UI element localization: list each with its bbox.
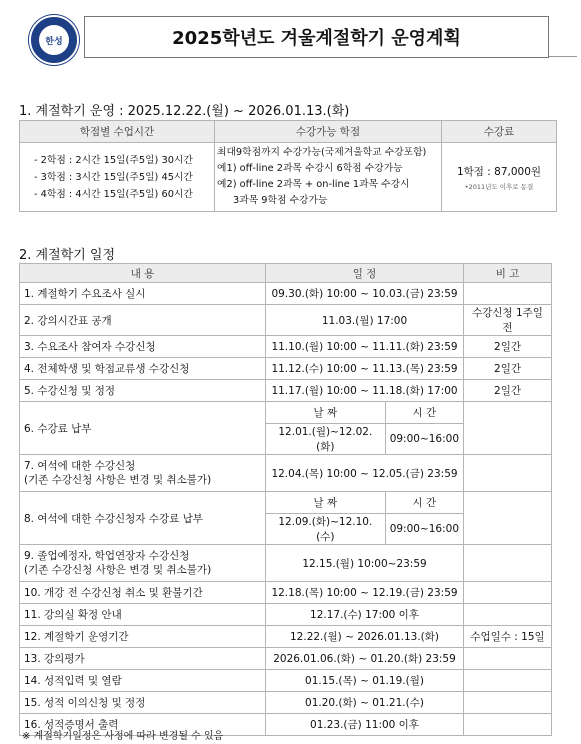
- row-date: 2026.01.06.(화) ~ 01.20.(화) 23:59: [266, 648, 464, 670]
- row-time: 09:00~16:00: [385, 424, 463, 455]
- row-note: [464, 283, 552, 305]
- sub-date-header: 날 짜: [266, 402, 386, 424]
- hours-item: - 2학점 : 2시간 15일(주5일) 30시간: [34, 154, 193, 166]
- row-content: [20, 455, 266, 492]
- row-date: 12.09.(화)~12.10.(수): [266, 514, 386, 545]
- schedule-table: [19, 263, 552, 736]
- table-row: [20, 305, 552, 336]
- row-content: 16. 성적증명서 출력: [20, 714, 266, 736]
- row-note: [464, 604, 552, 626]
- row-date: 11.10.(월) 10:00 ~ 11.11.(화) 23:59: [266, 336, 464, 358]
- table-row: [20, 283, 552, 305]
- col-note-header: 비 고: [464, 264, 552, 283]
- operation-body-row: [20, 143, 557, 212]
- row-date: 11.17.(월) 10:00 ~ 11.18.(화) 17:00: [266, 380, 464, 402]
- sub-time-header: 시 간: [385, 402, 463, 424]
- hours-cell: [20, 143, 215, 212]
- logo-seal: [38, 24, 70, 56]
- row-date: 09.30.(화) 10:00 ~ 10.03.(금) 23:59: [266, 283, 464, 305]
- col-content-header: 내 용: [20, 264, 266, 283]
- university-logo: [29, 15, 79, 65]
- row-date: 01.20.(화) ~ 01.21.(수): [266, 692, 464, 714]
- row-date: 12.01.(월)~12.02.(화): [266, 424, 386, 455]
- row-note: [464, 714, 552, 736]
- table-row: [20, 692, 552, 714]
- credits-line: 예1) off-line 2과목 수강시 6학점 수강가능: [217, 163, 403, 174]
- table-row: [20, 626, 552, 648]
- hours-item: - 4학점 : 4시간 15일(주5일) 60시간: [34, 188, 193, 200]
- credits-cell: [215, 143, 442, 212]
- row-date: 12.22.(월) ~ 2026.01.13.(화): [266, 626, 464, 648]
- row-date: 01.23.(금) 11:00 이후: [266, 714, 464, 736]
- hours-item: - 3학점 : 3시간 15일(주5일) 45시간: [34, 171, 193, 183]
- col-fee-header: 수강료: [442, 121, 557, 143]
- col-credits-header: 수강가능 학점: [215, 121, 442, 143]
- page-title: 2025학년도 겨울계절학기 운영계획: [84, 16, 549, 58]
- section1-heading: 1. 계절학기 운영 : 2025.12.22.(월) ~ 2026.01.13.(화): [19, 104, 350, 119]
- table-row: [20, 604, 552, 626]
- row-date: 11.03.(월) 17:00: [266, 305, 464, 336]
- schedule-header-row: [20, 264, 552, 283]
- col-date-header: 일 정: [266, 264, 464, 283]
- row-note: 2일간: [464, 358, 552, 380]
- row-note: 2일간: [464, 380, 552, 402]
- logo-text: 한성: [45, 36, 63, 47]
- row-note: [464, 402, 552, 455]
- row-content: 14. 성적입력 및 열람: [20, 670, 266, 692]
- row-content-line: (기존 수강신청 사항은 변경 및 취소불가): [24, 474, 212, 486]
- table-row: [20, 336, 552, 358]
- row-note: 2일간: [464, 336, 552, 358]
- credits-line: 예2) off-line 2과목 + on-line 1과목 수강시: [217, 179, 410, 190]
- row-content: 1. 계절학기 수요조사 실시: [20, 283, 266, 305]
- row-content: 2. 강의시간표 공개: [20, 305, 266, 336]
- table-row: [20, 545, 552, 582]
- fee-note: •2011년도 이후로 동결: [464, 182, 534, 191]
- table-row: [20, 492, 552, 514]
- row-content: [20, 545, 266, 582]
- row-note: [464, 648, 552, 670]
- row-date: 12.18.(목) 10:00 ~ 12.19.(금) 23:59: [266, 582, 464, 604]
- table-row: [20, 380, 552, 402]
- row-note: [464, 692, 552, 714]
- row-content: 13. 강의평가: [20, 648, 266, 670]
- table-row: [20, 670, 552, 692]
- col-hours-header: 학점별 수업시간: [20, 121, 215, 143]
- row-date: 11.12.(수) 10:00 ~ 11.13.(목) 23:59: [266, 358, 464, 380]
- row-date: 01.15.(목) ~ 01.19.(월): [266, 670, 464, 692]
- row-date: 12.04.(목) 10:00 ~ 12.05.(금) 23:59: [266, 455, 464, 492]
- table-row: [20, 648, 552, 670]
- credits-line: 3과목 9학점 수강가능: [233, 195, 328, 206]
- operation-header-row: [20, 121, 557, 143]
- row-note: [464, 455, 552, 492]
- row-content: 12. 계절학기 운영기간: [20, 626, 266, 648]
- row-content-line: (기존 수강신청 사항은 변경 및 취소불가): [24, 564, 212, 576]
- sub-time-header: 시 간: [385, 492, 463, 514]
- row-note: 수업일수 : 15일: [464, 626, 552, 648]
- table-row: [20, 455, 552, 492]
- row-content: 10. 개강 전 수강신청 취소 및 환불기간: [20, 582, 266, 604]
- schedule-footnote: ※ 계절학기일정은 사정에 따라 변경될 수 있음: [22, 731, 224, 742]
- row-note: 수강신청 1주일전: [464, 305, 552, 336]
- row-date: 12.17.(수) 17:00 이후: [266, 604, 464, 626]
- row-date: 12.15.(월) 10:00~23:59: [266, 545, 464, 582]
- section2-heading: 2. 계절학기 일정: [19, 248, 116, 263]
- row-note: [464, 492, 552, 545]
- title-divider: [549, 56, 577, 57]
- row-content: 3. 수요조사 참여자 수강신청: [20, 336, 266, 358]
- row-content-line: 7. 여석에 대한 수강신청: [24, 460, 136, 472]
- row-content: 4. 전체학생 및 학점교류생 수강신청: [20, 358, 266, 380]
- row-time: 09:00~16:00: [385, 514, 463, 545]
- row-content-line: 9. 졸업예정자, 학업연장자 수강신청: [24, 550, 190, 562]
- row-content: 8. 여석에 대한 수강신청자 수강료 납부: [20, 492, 266, 545]
- row-note: [464, 670, 552, 692]
- row-note: [464, 582, 552, 604]
- row-content: 5. 수강신청 및 정정: [20, 380, 266, 402]
- table-row: [20, 402, 552, 424]
- fee-value: 1학점 : 87,000원: [456, 165, 542, 178]
- row-content: 11. 강의실 확정 안내: [20, 604, 266, 626]
- sub-date-header: 날 짜: [266, 492, 386, 514]
- credits-line: 최대9학점까지 수강가능(국제겨울학교 수강포함): [217, 147, 427, 158]
- operation-table: [19, 120, 557, 212]
- table-row: [20, 582, 552, 604]
- row-content: 15. 성적 이의신청 및 정정: [20, 692, 266, 714]
- row-note: [464, 545, 552, 582]
- row-content: 6. 수강료 납부: [20, 402, 266, 455]
- table-row: [20, 358, 552, 380]
- fee-cell: [442, 143, 557, 212]
